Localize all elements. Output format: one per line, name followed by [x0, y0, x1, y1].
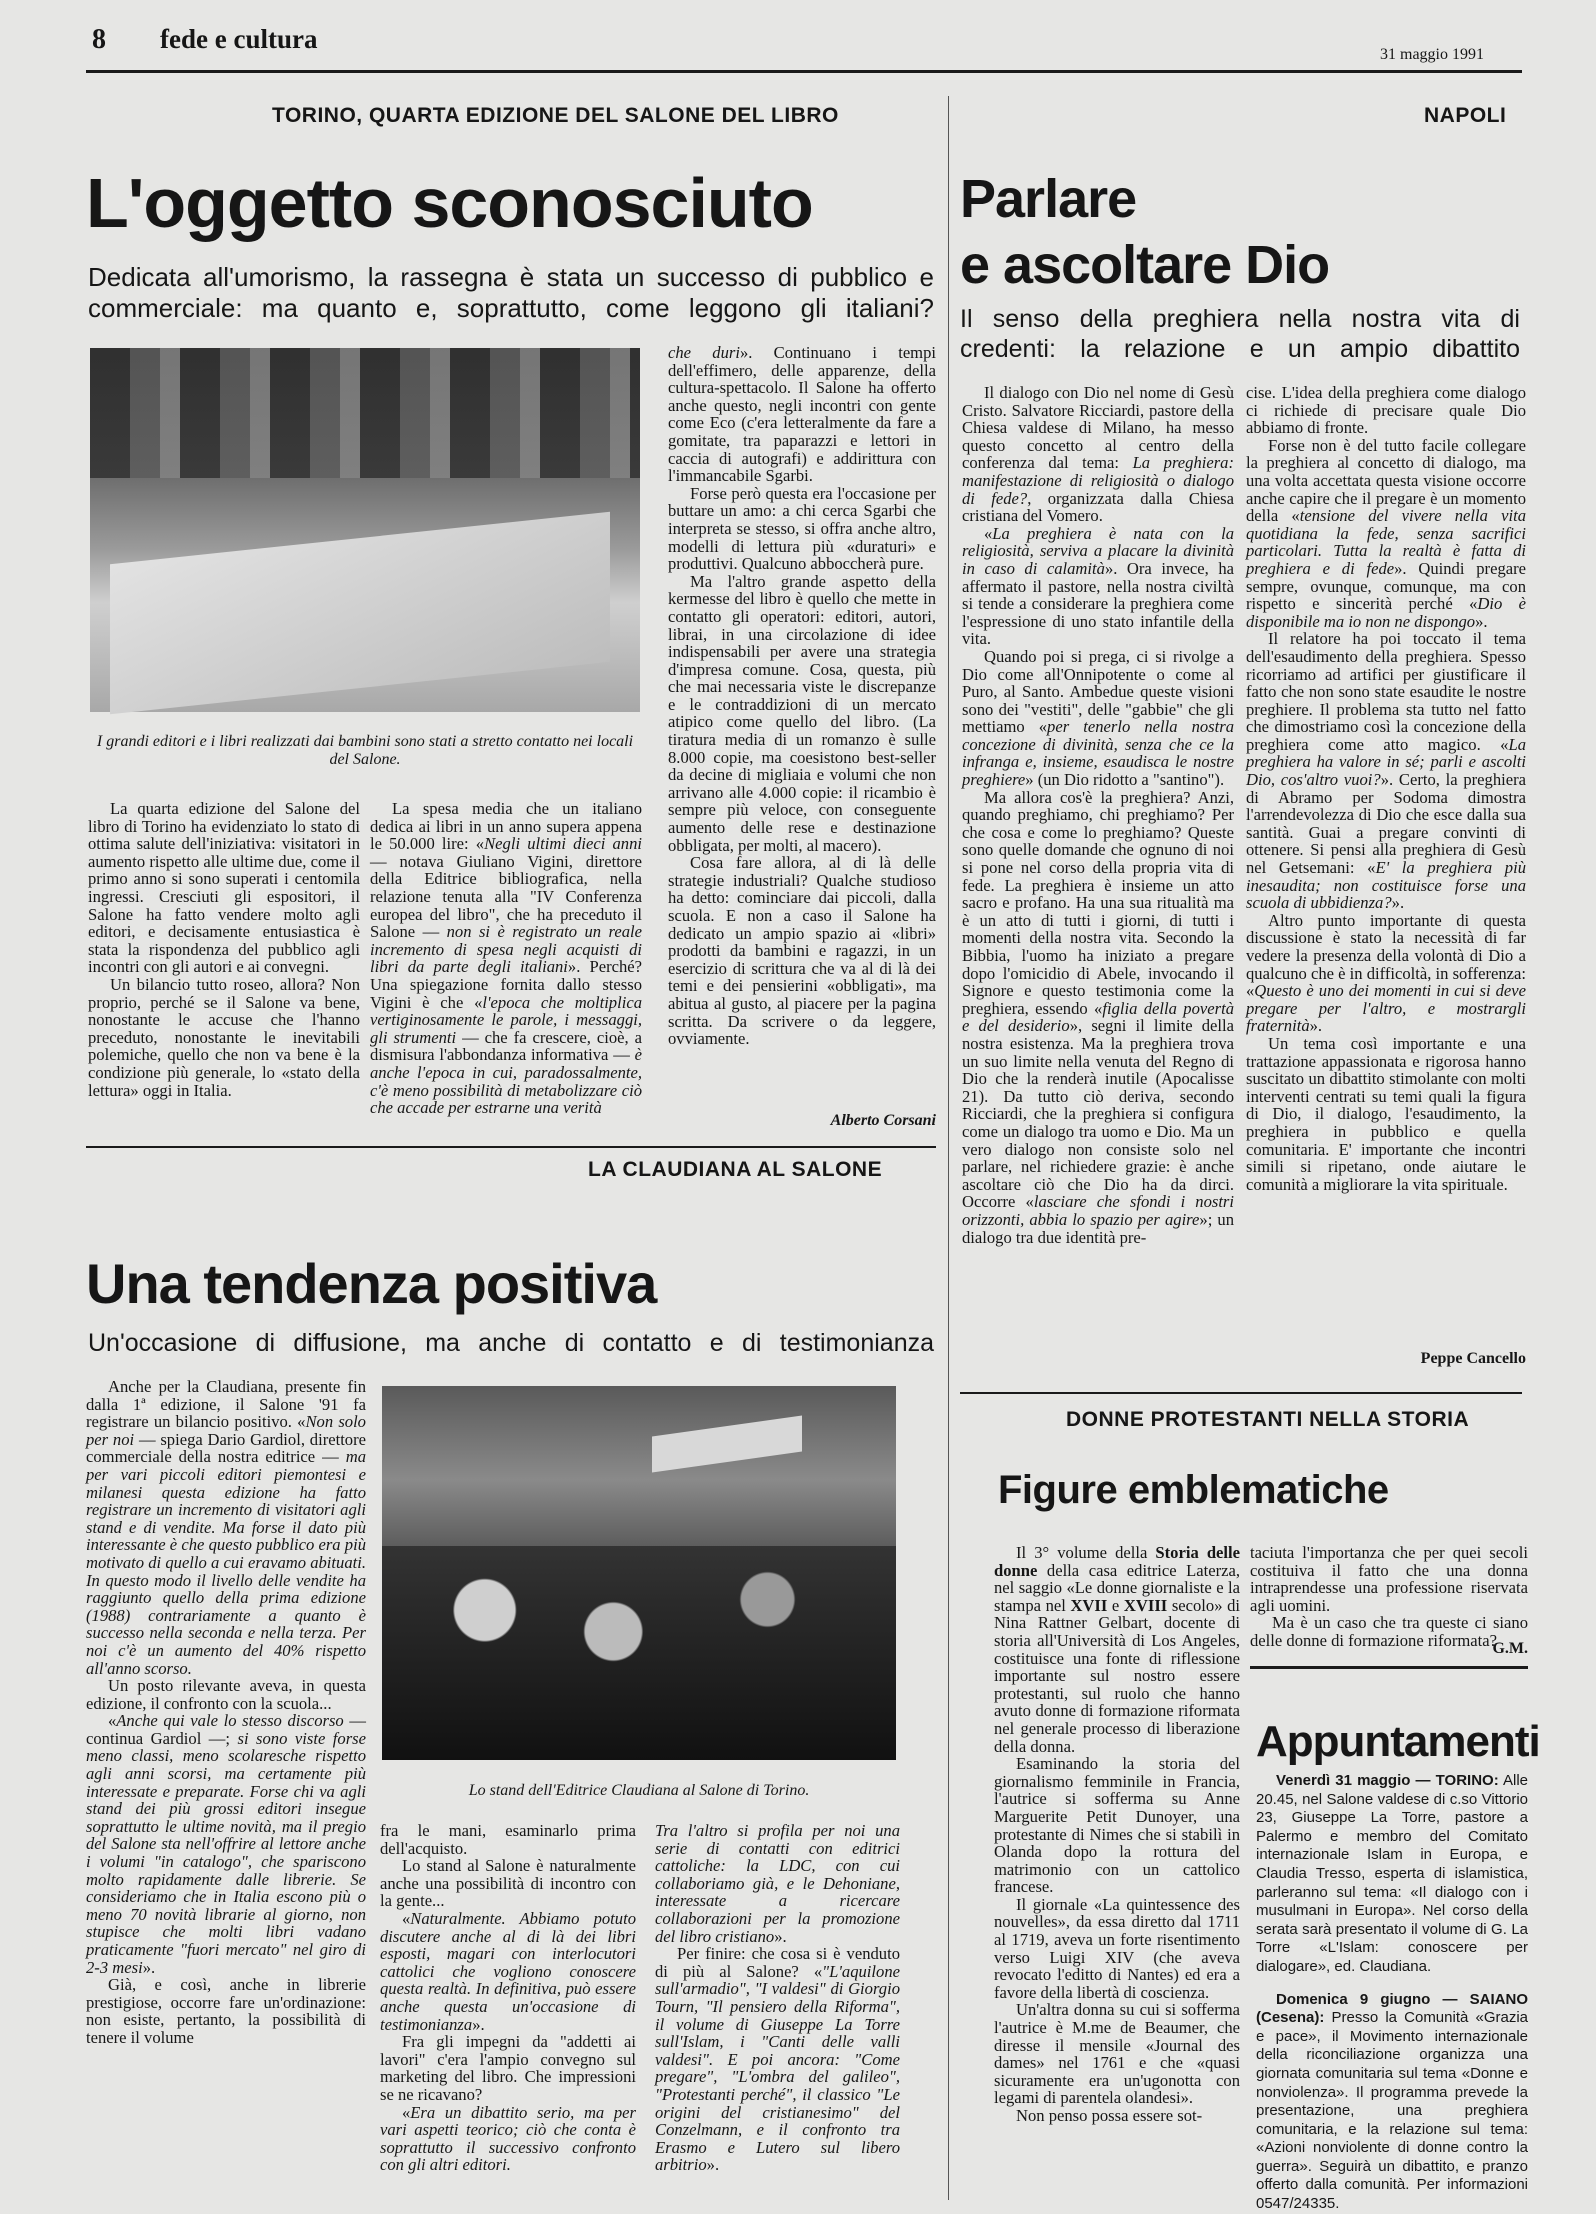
body-text: Lo stand al Salone è naturalmente anche una possibilità di incontro con la gente...	[380, 1856, 636, 1911]
article4-column-1	[994, 1544, 1240, 2200]
emphasized-text: si sono viste forse meno classi, meno scolaresche rispetto agli anni scorsi, ma certamente più interessate e preparate. Forse chi va agli stand dei più grossi editori insegue soprattutto le ultime novità, ma il pregio del Salone sta nell'offrire al lettore anche i volumi "in catalogo", che spariscono molto rapidamente dalle librerie. Se consideriamo che in Italia escono più o meno 70 novità librarie al giorno, non stupisce che molti libri vadano praticamente "fuori mercato" nel giro di 2-3 mesi	[86, 1728, 366, 1977]
body-text: ». Ora invece, ha affermato il pastore, nella nostra civiltà si tende a considerare la preghiera come l'espressione di uno stato infantile della vita.	[962, 558, 1234, 649]
article1-kicker: TORINO, QUARTA EDIZIONE DEL SALONE DEL LIBRO	[272, 104, 839, 127]
paragraph	[655, 1945, 900, 2174]
emphasized-text: Storia delle donne	[994, 1543, 1241, 1580]
body-text: Un bilancio tutto roseo, allora? Non proprio, perché se il Salone va bene, nonostante le accuse che l'hanno preceduto, nonostante le inevitabili polemiche, quello che non va bene è la condizione più generale, lo «stato della lettura» oggi in Italia.	[88, 974, 360, 1100]
body-text: — spiega Dario Gardiol, direttore commerciale della nostra editrice —	[86, 1429, 366, 1467]
paragraph	[668, 573, 936, 855]
body-text: cise. L'idea della preghiera come dialogo ci richiede di precisare quale Dio abbiamo di fronte.	[1246, 383, 1526, 438]
paragraph	[86, 1677, 366, 1712]
claudiana-stand-photo	[382, 1386, 896, 1760]
emphasized-text: l'epoca che moltiplica vertiginosamente le parole, i messaggi, gli strumenti	[370, 992, 642, 1047]
emphasized-text: XVII	[1070, 1595, 1108, 1615]
paragraph	[962, 648, 1234, 789]
article4-signature: G.M.	[1492, 1640, 1528, 1657]
body-text: Un'altra donna su cui si sofferma l'autrice è M.me de Beaumer, che diresse il mensile «Journal des dames» nel 1761 e che «quasi sicuramente era un'ugonotta con legami di parentela olandesi».	[994, 2000, 1240, 2108]
body-text: «	[108, 1711, 117, 1731]
body-text: » (un Dio ridotto a "santino").	[1025, 770, 1225, 790]
body-text: Fra gli impegni da "addetti ai lavori" c'era l'ampio convegno sul marketing del libro. Che impressioni se ne ricavano?	[380, 2032, 636, 2104]
emphasized-text: è anche l'epoca in cui, paradossalmente, c'è meno possibilità di metabolizzare ciò che accade per estrarne una verità	[370, 1045, 642, 1118]
paragraph	[1250, 1544, 1528, 1614]
paragraph	[380, 2104, 636, 2174]
article3-column-2	[380, 1822, 636, 2197]
body-text: della casa editrice Laterza, nel saggio «Le donne giornaliste e la stampa nel	[994, 1560, 1240, 1615]
body-text: Il relatore ha poi toccato il tema dell'esaudimento della preghiera. Spesso ricorriamo ad artifici per giustificare il fatto che non sono state esaudite le nostre preghiere. Il problema sta tutto nel fatto che dimostriamo così la concezione della preghiera come atto magico. «	[1246, 629, 1526, 754]
paragraph	[962, 384, 1234, 525]
photo-booth-wall	[90, 348, 640, 478]
emphasized-text: La preghiera è nata con la religiosità, serviva a placare la divinità in caso di calamità	[962, 523, 1234, 578]
paragraph	[88, 976, 360, 1099]
emphasized-text: "L'aquilone sull'armadio", "I valdesi" di Giorgio Tourn, "Il pensiero della Riforma", il volume di Giuseppe La Torre sull'Islam, i "Canti delle valli valdesi". E poi ancora: "Come pregare", "L'ombra del galileo", "Protestanti perché", il classico "Le origini del cristianesimo" del Conzelmann, e il confronto tra Erasmo e Lutero sul libero arbitrio	[655, 1961, 900, 2175]
article1-signature: Alberto Corsani	[830, 1112, 936, 1129]
body-text: »; un dialogo tra due identità pre-	[962, 1209, 1234, 1247]
emphasized-text: per tenerlo nella nostra concezione di divinità, senza che ce la infranga e, insieme, esaudisca le nostre preghiere	[962, 717, 1234, 790]
body-text: Un tema così importante e una trattazione appassionata e rigorosa hanno suscitato un dibattito stimolante con molti interventi centrati su temi quali la figura di Dio, il dialogo, l'esaudimento, la preghiera in pubblico e quella comunitaria. E' importante che incontri simili si ripetano, onde aiutare le comunità a migliorare la vita spirituale.	[1246, 1033, 1526, 1194]
emphasized-text: Negli ultimi dieci anni	[484, 834, 642, 854]
body-text: Altro punto importante di questa discussione è stato la necessità di far vedere la presenza della volontà di Dio a qualcuno che è in difficoltà, in sofferenza: «	[1246, 910, 1526, 1001]
emphasized-text: Tra l'altro si profila per noi una serie di contatti con editrici cattoliche: la LDC, con cui collaboriamo già, e le Dehoniane, interessate a ricercare collaborazioni per la promozione del libro cristiano	[655, 1821, 900, 1946]
article3-photo-caption: Lo stand dell'Editrice Claudiana al Salone di Torino.	[468, 1782, 810, 1799]
emphasized-text: E' la preghiera più inesaudita; non costituisce forse una scuola di ubbidienza?	[1246, 858, 1526, 913]
article2-headline-line2: e ascoltare Dio	[960, 235, 1330, 295]
section-name: fede e cultura	[160, 24, 318, 54]
body-text: ». Continuano i tempi dell'effimero, delle apparenze, della cultura-spettacolo. Il Salone ha offerto anche questo, negli incontri con gente come Eco (c'era letteralmente da fare a gomitate, tra paparazzi e lettori in caccia di autografi) e addirittura con l'immancabile Sgarbi.	[668, 343, 936, 486]
body-text: Ma l'altro grande aspetto della kermesse del libro è quello che mette in contatto gli operatori: editori, autori, librai, in una circolazione di idee indispensabili per avere una strategia d'impresa comune. Cosa, questa, più che mai necessaria viste le discrepanze e le contraddizioni di un mercato atipico come quello del libro. (La tiratura media di un romanzo è sulle 8.000 copie, ma coesistono best-seller da decine di migliaia e volumi che non arrivano alle 4.000 copie: il ricambio è sempre più veloce, con conseguente aumento delle rese e destinazione obbligata, per molti, al macero).	[668, 571, 936, 855]
article3-column-1	[86, 1378, 366, 2200]
body-text: Quando poi si prega, ci si rivolge a Dio come all'Onnipotente o come al Puro, al Santo. Ambedue queste visioni sono dei "vestiti", delle "gabbie" che gli mettiamo «	[962, 646, 1234, 737]
emphasized-text: Dio è disponibile ma io non ne dispongo	[1246, 594, 1527, 631]
body-text: », segni il limite della nostra esistenza. Ma la preghiera trova un suo limite nella venuta del Regno di Dio che la renderà inutile (Apocalisse 21). Da tutto ciò deriva, secondo Ricciardi, che la preghiera si configura come un dialogo tra uomo e Dio. Ma un vero dialogo non consiste solo nel parlare, nel richiedere grazie: è anche ascoltare ciò che Dio ha da dirci. Occorre «	[962, 1016, 1234, 1212]
article1-subtitle: Dedicata all'umorismo, la rassegna è stata un successo di pubblico e commerciale: ma quanto e, soprattutto, come leggono gli italiani?	[88, 262, 934, 324]
paragraph	[86, 1378, 366, 1677]
appointment-item	[1256, 1991, 1528, 2214]
emphasized-text: La preghiera ha valore in sé; parli e ascolti Dio, cos'altro vuoi?	[1246, 734, 1526, 790]
paragraph	[655, 1822, 900, 1945]
paragraph	[1246, 1035, 1526, 1193]
paragraph	[380, 1910, 636, 2033]
paragraph	[668, 344, 936, 485]
paragraph	[668, 854, 936, 1048]
book-fair-children-photo	[90, 348, 640, 712]
article3-headline: Una tendenza positiva	[86, 1252, 657, 1315]
paragraph	[88, 800, 360, 976]
emphasized-text: non si è registrato un reale incremento di spesa negli acquisti di libri da parte degli italiani	[370, 922, 643, 977]
body-text: Già, e così, anche in librerie prestigiose, occorre fare un'ordinazione: non esiste, pertanto, la possibilità di tenere il volume	[86, 1975, 366, 2047]
paragraph	[1246, 630, 1526, 912]
body-text: ».	[774, 1926, 787, 1946]
emphasized-text: tensione del vivere nella vita quotidiana la fede, senza sacrifici particolari. Tutta la realtà è fatta di preghiera e di fede	[1246, 506, 1526, 578]
photo-crowd	[382, 1546, 896, 1760]
emphasized-text: Naturalmente. Abbiamo potuto discutere anche al di là dei libri esposti, magari con interlocutori cattolici che vogliono conoscere questa realtà. In definitiva, può essere anche questa un'occasione di testimonianza	[380, 1908, 636, 2034]
article1-headline: L'oggetto sconosciuto	[86, 164, 813, 242]
article2-column-2	[1246, 384, 1526, 1346]
article2-headline-line1: Parlare	[960, 169, 1137, 229]
issue-date: 31 maggio 1991	[1380, 46, 1484, 63]
body-text: «	[984, 523, 993, 543]
body-text: Un posto rilevante aveva, in questa edizione, il confronto con la scuola...	[86, 1676, 366, 1713]
paragraph	[994, 1544, 1240, 1755]
body-text: Il giornale «La quintessence des nouvelles», da essa diretto dal 1711 al 1719, aveva un forte risentimento verso Luigi XIV (che aveva revocato l'editto di Nantes) ed era a favore della libertà di coscienza.	[994, 1894, 1240, 2002]
appointment-lead: Venerdì 31 maggio — TORINO:	[1276, 1772, 1499, 1789]
paragraph	[1246, 437, 1526, 631]
paragraph	[994, 1755, 1240, 1896]
body-text: — che fa crescere, cioè, a dismisura l'abbondanza informativa —	[370, 1027, 642, 1065]
body-text: Forse non è del tutto facile collegare la preghiera al concetto di dialogo, ma una volta accettata questa visione occorre anche capire che il pregare è un momento della «	[1246, 435, 1526, 526]
body-text: Ma è un caso che tra queste ci siano delle donne di formazione riformata?	[1250, 1613, 1528, 1650]
body-text: Il 3° volume della	[1016, 1543, 1156, 1562]
paragraph	[1246, 912, 1526, 1035]
emphasized-text: lasciare che sfondi i nostri orizzonti, abbia lo spazio per agire	[962, 1192, 1235, 1229]
paragraph	[962, 525, 1234, 648]
body-text: — notava Giuliano Vigini, direttore della Editrice bibliografica, nella relazione tenuta alla "IV Conferenza europea del libro", che ha preceduto il Salone —	[370, 851, 642, 942]
article2-kicker: NAPOLI	[1424, 104, 1507, 127]
article1-column-2	[370, 800, 642, 1130]
emphasized-text: Anche qui vale lo stesso discorso	[116, 1711, 344, 1731]
article2-subtitle: Il senso della preghiera nella nostra vita di credenti: la relazione e un ampio dibattito	[960, 305, 1520, 363]
appointments-list	[1256, 1772, 1528, 2213]
emphasized-text: che duri	[668, 343, 740, 362]
article4-kicker: DONNE PROTESTANTI NELLA STORIA	[1066, 1408, 1470, 1431]
article1-column-1	[88, 800, 360, 1130]
paragraph	[86, 1976, 366, 2046]
photo-display-boxes	[110, 512, 610, 715]
paragraph	[962, 789, 1234, 1246]
column-divider	[948, 96, 949, 1406]
appointment-text: Alle 20.45, nel Salone valdese di c.so Vittorio 23, Giuseppe La Torre, pastore a Palermo e membro del Comitato internazionale Islam in Europa, e Claudia Tresso, esperta di islamistica, parleranno sul tema: «Il dialogo con i musulmani in Europa». Nel corso della serata sarà presentato il volume di G. La Torre «L'Islam: conoscere per dialogare», ed. Claudiana.	[1256, 1772, 1528, 1975]
emphasized-text: XVIII	[1123, 1595, 1168, 1615]
masthead-rule	[86, 70, 1522, 73]
paragraph	[380, 1822, 636, 1857]
body-text: ».	[142, 1957, 156, 1977]
paragraph	[668, 485, 936, 573]
paragraph	[994, 2001, 1240, 2107]
body-text: ». Certo, la preghiera di Abramo per Sodoma dimostra l'arrendevolezza di Dio che esce dalla sua santità. Guai a pregare convinti di ottenere. Si pensi alla preghiera di Gesù nel Getsemani: «	[1246, 770, 1526, 878]
body-text: fra le mani, esaminarlo prima dell'acquisto.	[380, 1821, 636, 1858]
body-text: secolo» di Nina Rattner Gelbart, docente di storia all'Università di Los Angeles, costituisce una fonte di riflessione importante sul nostro essere protestanti, sul ruolo che hanno avuto donne di formazione riformata nel generale processo di liberazione della donna.	[994, 1595, 1240, 1756]
body-text: taciuta l'importanza che per quei secoli costituiva il fatto che una donna intraprendesse una professione riservata agli uomini.	[1250, 1543, 1528, 1615]
emphasized-text: figlia della povertà e del desiderio	[962, 998, 1234, 1036]
body-text: La spesa media che un italiano dedica ai libri in un anno supera appena le 50.000 lire: «	[370, 799, 642, 854]
article2-bottom-rule	[960, 1392, 1522, 1394]
paragraph	[380, 2033, 636, 2103]
article3-top-rule	[86, 1146, 936, 1148]
body-text: ».	[1475, 611, 1488, 631]
emphasized-text: Questo è uno dei momenti in cui si deve pregare per l'altro, e mostrargli fraternità	[1246, 981, 1526, 1036]
body-text: «	[402, 1908, 411, 1928]
paragraph	[370, 800, 642, 1117]
body-text: ».	[1309, 1016, 1323, 1036]
body-text: Non penso possa essere sot-	[1016, 2106, 1203, 2125]
photo-stand-sign	[652, 1415, 802, 1472]
article3-subtitle: Un'occasione di diffusione, ma anche di contatto e di testimonianza	[88, 1329, 934, 1357]
body-text: Anche per la Claudiana, presente fin dalla 1ª edizione, il Salone '91 fa registrare un bilancio positivo. «	[86, 1377, 366, 1432]
article4-headline: Figure emblematiche	[998, 1468, 1389, 1512]
paragraph	[994, 1896, 1240, 2002]
body-text: ».	[472, 2014, 485, 2034]
body-text: Cosa fare allora, al di là delle strategie industriali? Qualche studioso ha detto: cominciare dai piccoli, dalla scuola. E non a caso il Salone ha dedicato un ampio spazio ai «libri» prodotti da bambini e ragazzi, in un esercizio di scrittura che va al di là dei temi e dei pensierini «obbligati», ma abitua al gusto, al piacere per la pagina scritta. Da scrivere o da leggere, ovviamente.	[668, 853, 936, 1049]
body-text: Ma allora cos'è la preghiera? Anzi, quando preghiamo, chi preghiamo? Per che cosa e come lo preghiamo? Queste sono quelle domande che ognuno di noi si pone nel corso della propria vita di fede. La preghiera è insieme un atto sacro e profano. Ha una sua ritualità ma è un atto di tutti i giorni, di tutti i momenti della nostra vita. Secondo la Bibbia, l'uomo ha iniziato a pregare dopo l'omicidio di Abele, invocando il Signore e questo testimonia come la preghiera, essendo «	[962, 787, 1234, 1018]
column-divider-bottom	[948, 1400, 949, 2200]
article2-column-1	[962, 384, 1234, 1380]
body-text: La quarta edizione del Salone del libro di Torino ha evidenziato lo stato di ottima salute dell'iniziativa: visitatori in aumento rispetto alle ultime due, come il primo anno si sono superati i centomila ingressi. Cresciuti gli espositori, il Salone ha fatto vendere molto agli editori, e decisamente entusiastica è stata la rispondenza del pubblico agli incontri con gli autori e ai convegni.	[88, 799, 360, 977]
paragraph	[1246, 384, 1526, 437]
body-text: ». Perché? Una spiegazione fornita dallo stesso Vigini è che «	[370, 957, 643, 1012]
article3-kicker: LA CLAUDIANA AL SALONE	[588, 1158, 883, 1181]
article3-column-3	[655, 1822, 900, 2197]
body-text: Esaminando la storia del giornalismo femminile in Francia, l'autrice si sofferma su Anne Marguerite Petit Dunoyer, una protestante di Nimes che si stabilì in Olanda dopo la rottura del matrimonio con un cattolico francese.	[994, 1754, 1240, 1897]
body-text: ».	[706, 2155, 720, 2175]
body-text: Per finire: che cosa si è venduto di più al Salone? «	[655, 1944, 900, 1981]
page-number: 8	[92, 24, 106, 55]
appointments-title: Appuntamenti	[1256, 1717, 1540, 1766]
body-text: ».	[1391, 893, 1405, 913]
article1-photo-caption: I grandi editori e i libri realizzati dai bambini sono stati a stretto contatto nei locali del Salone.	[96, 733, 634, 768]
body-text: e	[1107, 1595, 1124, 1615]
paragraph	[86, 1712, 366, 1976]
appointment-item	[1256, 1772, 1528, 1977]
article2-signature: Peppe Cancello	[1420, 1350, 1526, 1367]
body-text: Il dialogo con Dio nel nome di Gesù Cristo. Salvatore Ricciardi, pastore della Chiesa valdese di Milano, ha messo questo concetto al centro della conferenza dal tema:	[962, 383, 1234, 473]
body-text: ». Quindi pregare sempre, ovunque, comunque, ma con rispetto e sincerità perché «	[1246, 558, 1526, 614]
appointments-top-rule	[1250, 1666, 1528, 1669]
body-text: — continua Gardiol —;	[86, 1711, 366, 1748]
appointment-lead: Domenica 9 giugno — SAIANO (Cesena):	[1256, 1990, 1528, 2027]
article1-column-3	[668, 344, 936, 1120]
emphasized-text: Era un dibattito serio, ma per vari aspetti teorico; ciò che conta è soprattutto il successivo confronto con gli altri editori.	[380, 2102, 636, 2175]
emphasized-text: Non solo per noi	[86, 1412, 366, 1449]
body-text: Forse però questa era l'occasione per buttare un amo: a chi cerca Sgarbi che interpreta se stesso, si offra anche altro, modelli di lettura più «duraturi» e produttivi. Qualcuno abboccherà pure.	[668, 483, 936, 574]
emphasized-text: ma per vari piccoli editori piemontesi e milanesi questa edizione ha fatto registrare un incremento di visitatori agli stand e di vendite. Ma forse il dato più interessante è che questo pubblico era più motivato di quello a cui eravamo abituati. In questo modo il livello delle vendite ha raggiunto quello della prima edizione (1988) contrariamente a quanto è successo nella seconda e nella terza. Per noi c'è un aumento del 40% rispetto all'anno scorso.	[86, 1447, 366, 1678]
emphasized-text: La preghiera: manifestazione di religiosità o dialogo di fede?	[962, 453, 1234, 508]
body-text: , organizzata dalla Chiesa cristiana del Vomero.	[962, 488, 1234, 526]
body-text: «	[402, 2102, 411, 2122]
appointment-text: Presso la Comunità «Grazia e pace», il Movimento internazionale della riconciliazione organizza una giornata comunitaria sul tema «Donne e nonviolenza». Il programma prevede la presentazione, una preghiera comunitaria, e la relazione sul tema: «Azioni nonviolente di donne contro la guerra». Seguirà un dibattito, e pranzo offerto dalla comunità. Per informazioni 0547/24335.	[1256, 2009, 1528, 2213]
paragraph	[994, 2107, 1240, 2125]
paragraph	[380, 1857, 636, 1910]
